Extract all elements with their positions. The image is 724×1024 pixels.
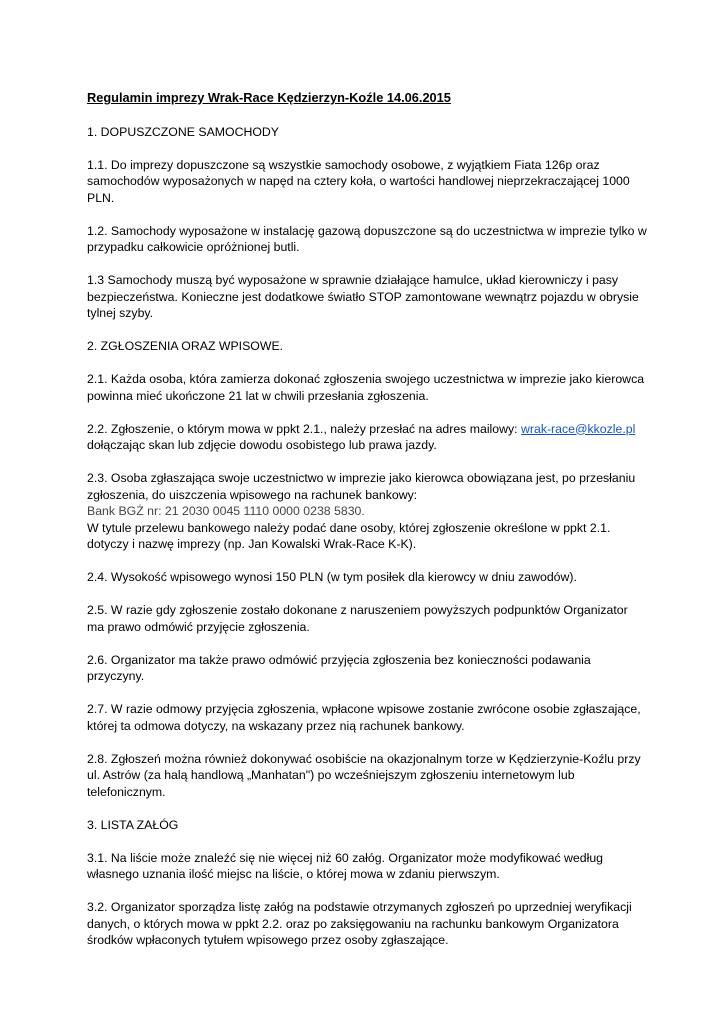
- paragraph-2-8: 2.8. Zgłoszeń można również dokonywać osobiście na okazjonalnym torze w Kędzierzynie-Koźlu przy ul. Astrów (za halą handlową „Manhatan") po wcześniejszym zgłoszeniu internetowym lub telefonicznym.: [87, 751, 641, 799]
- paragraph-2-2-text-end: dołączając skan lub zdjęcie dowodu osobistego lub prawa jazdy.: [87, 438, 437, 452]
- paragraph-3-1: 3.1. Na liście może znaleźć się nie więcej niż 60 załóg. Organizator może modyfikować według własnego uznania ilość miejsc na liście, o której mowa w zdaniu pierwszym.: [87, 850, 604, 881]
- paragraph-2-6: 2.6. Organizator ma także prawo odmówić przyjęcia zgłoszenia bez konieczności podawania przyczyny.: [87, 652, 591, 683]
- paragraph-2-1: 2.1. Każda osoba, która zamierza dokonać zgłoszenia swojego uczestnictwa w imprezie jako kierowca powinna mieć ukończone 21 lat w chwili przesłania zgłoszenia.: [87, 372, 645, 403]
- paragraph-2-4: 2.4. Wysokość wpisowego wynosi 150 PLN (w tym posiłek dla kierowcy w dniu zawodów).: [87, 570, 577, 584]
- email-link[interactable]: wrak-race@kkozle.pl: [521, 421, 636, 436]
- document-page: [87, 90, 647, 965]
- paragraph-1-1: 1.1. Do imprezy dopuszczone są wszystkie samochody osobowe, z wyjątkiem Fiata 126p oraz samochodów wyposażonych w napęd na cztery koła, o wartości handlowej nieprzekraczającej 1000 PLN.: [87, 157, 630, 205]
- section-heading-1: 1. DOPUSZCZONE SAMOCHODY: [87, 124, 279, 139]
- paragraph-1-2: 1.2. Samochody wyposażone w instalację gazową dopuszczone są do uczestnictwa w imprezie tylko w przypadku całkowicie opróżnionej butli.: [87, 223, 647, 254]
- section-heading-3: 3. LISTA ZAŁÓG: [87, 817, 179, 832]
- document-title: Regulamin imprezy Wrak-Race Kędzierzyn-Koźle 14.06.2015: [87, 90, 451, 105]
- paragraph-3-2: 3.2. Organizator sporządza listę załóg na podstawie otrzymanych zgłoszeń po uprzedniej weryfikacji danych, o których mowa w ppkt 2.2. oraz po zaksięgowaniu na rachunku bankowym Organizatora środków wpłaconych tytułem wpisowego przez osoby zgłaszające.: [87, 900, 632, 947]
- paragraph-2-3-transfer-title: W tytule przelewu bankowego należy podać dane osoby, której zgłoszenie określone w ppkt 2.1. dotyczy i nazwę imprezy (np. Jan Kowalski Wrak-Race K-K).: [87, 520, 611, 551]
- paragraph-2-3-text: 2.3. Osoba zgłaszająca swoje uczestnictwo w imprezie jako kierowca obowiązana jest, po przesłaniu zgłoszenia, do uiszczenia wpisowego na rachunek bankowy:: [87, 471, 636, 502]
- bank-account-number: Bank BGŻ nr: 21 2030 0045 1110 0000 0238 5830.: [87, 504, 365, 518]
- paragraph-2-7: 2.7. W razie odmowy przyjęcia zgłoszenia, wpłacone wpisowe zostanie zwrócone osobie zgłaszające, której ta odmowa dotyczy, na wskazany przez nią rachunek bankowy.: [87, 702, 641, 733]
- paragraph-2-5: 2.5. W razie gdy zgłoszenie zostało dokonane z naruszeniem powyższych podpunktów Organizator ma prawo odmówić przyjęcie zgłoszenia.: [87, 603, 628, 634]
- paragraph-2-2: [87, 421, 647, 454]
- paragraph-2-2-text: 2.2. Zgłoszenie, o którym mowa w ppkt 2.1., należy przesłać na adres mailowy:: [87, 421, 521, 436]
- section-heading-2: 2. ZGŁOSZENIA ORAZ WPISOWE.: [87, 339, 284, 353]
- paragraph-1-3: 1.3 Samochody muszą być wyposażone w sprawnie działające hamulce, układ kierowniczy i pasy bezpieczeństwa. Konieczne jest dodatkowe światło STOP zamontowane wewnątrz pojazdu w obrysie tylnej szyby.: [87, 273, 639, 320]
- paragraph-2-3: [87, 470, 647, 553]
